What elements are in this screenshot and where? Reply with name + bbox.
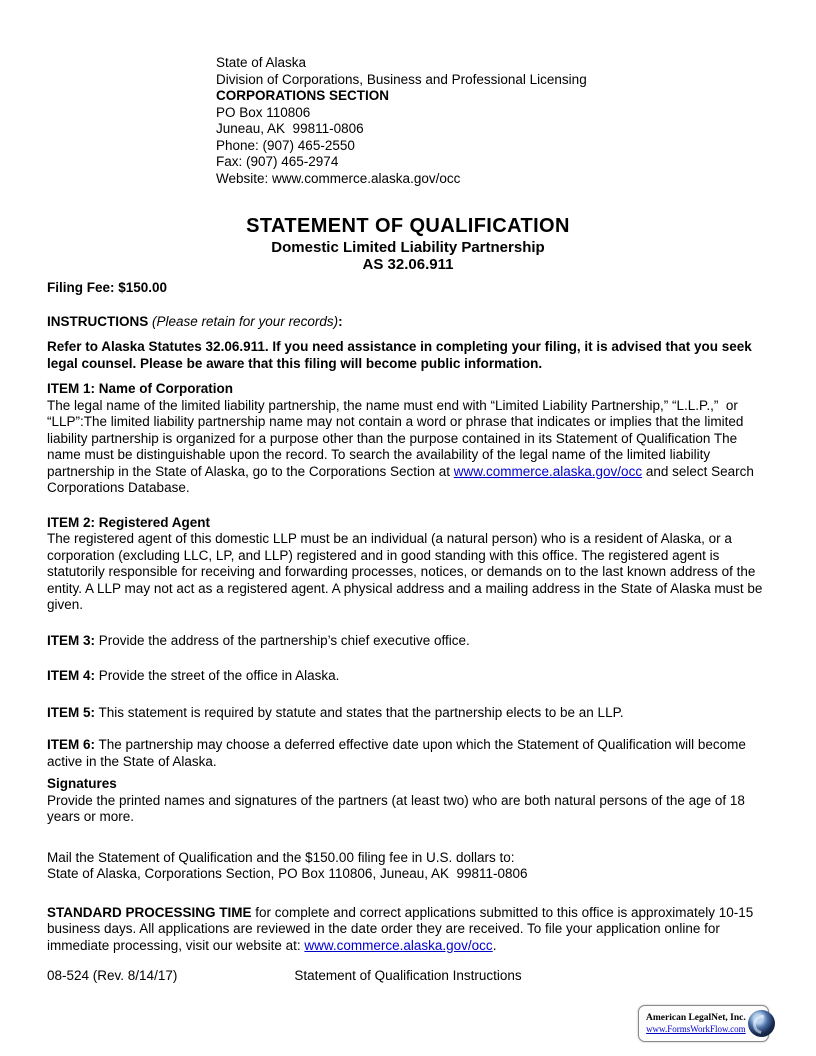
page-subtitle: Domestic Limited Liability Partnership bbox=[271, 239, 545, 256]
item-2-heading: ITEM 2: Registered Agent bbox=[47, 514, 211, 530]
item-3-label: ITEM 3: bbox=[47, 632, 96, 648]
item-5-body: This statement is required by statute and states that the partnership elects to be an LLP. bbox=[95, 704, 624, 720]
page-title: STATEMENT OF QUALIFICATION bbox=[246, 215, 570, 237]
item-6-body: The partnership may choose a deferred effective date upon which the Statement of Qualification will become active in the State of Alaska. bbox=[47, 737, 746, 769]
item-1-text: The legal name of the limited liability partnership, the name must end with “Limited Liability Partnership,” “L.L.P.,” or “LLP”:The limited liability partnership name may not contain a word or phrase that indicates or implies that the limited liability partnership is organized for a purpose other than the purpose contained in its Statement of Qualification The name must be distinguishable upon the record. To search the availability of the legal name of the limited liability partnership in the State of Alaska, go to the Corporations Section at bbox=[47, 397, 748, 479]
agency-line-pobox: PO Box 110806 bbox=[216, 104, 311, 120]
processing-text-after: . bbox=[492, 937, 497, 953]
item-5-label: ITEM 5: bbox=[47, 704, 96, 720]
mailing-line-2: State of Alaska, Corporations Section, PO Box 110806, Juneau, AK 99811-0806 bbox=[47, 866, 528, 881]
statute-advisory: Refer to Alaska Statutes 32.06.911. If you need assistance in completing your filing, it is advised that you seek legal counsel. Please be aware that this filing will become public information. bbox=[47, 339, 752, 371]
legalnet-badge bbox=[638, 1005, 769, 1042]
processing-time bbox=[47, 905, 769, 955]
instructions-body bbox=[47, 280, 769, 954]
item-3 bbox=[47, 633, 769, 650]
mailing-line-1: Mail the Statement of Qualification and the $150.00 filing fee in U.S. dollars to: bbox=[47, 849, 515, 865]
formsworkflow-link[interactable]: www.FormsWorkFlow.com bbox=[646, 1023, 746, 1034]
agency-line-division: Division of Corporations, Business and Professional Licensing bbox=[216, 71, 587, 87]
mailing-section bbox=[47, 850, 769, 883]
form-number: 08-524 (Rev. 8/14/17) bbox=[47, 968, 178, 983]
item-2-body: The registered agent of this domestic LLP must be an individual (a natural person) who is a resident of Alaska, or a corporation (excluding LLC, LP, and LLP) registered and in good standing with this office. The registered agent is statutorily responsible for receiving and forwarding processes, notices, or demands on to the last known address of the entity. A LLP may not act as a registered agent. A physical address and a mailing address in the State of Alaska must be given. bbox=[47, 531, 763, 612]
item-1-text-after: and select Search Corporations Database. bbox=[47, 463, 758, 495]
signatures-section bbox=[47, 776, 769, 826]
item-1-section bbox=[47, 381, 769, 497]
processing-occ-link[interactable]: www.commerce.alaska.gov/occ bbox=[304, 937, 493, 953]
instructions-colon: : bbox=[338, 313, 343, 329]
agency-line-section: CORPORATIONS SECTION bbox=[216, 88, 390, 103]
legalnet-company-name: American LegalNet, Inc. bbox=[646, 1012, 746, 1023]
agency-header bbox=[216, 55, 587, 187]
page-footer bbox=[47, 968, 769, 985]
instructions-label: INSTRUCTIONS bbox=[47, 313, 149, 329]
signatures-heading: Signatures bbox=[47, 776, 117, 791]
legalnet-badge-text bbox=[646, 1013, 746, 1035]
agency-line-phone: Phone: (907) 465-2550 bbox=[216, 137, 355, 153]
statute-reference: AS 32.06.911 bbox=[362, 255, 454, 273]
item-1-heading: ITEM 1: Name of Corporation bbox=[47, 381, 234, 396]
instructions-heading bbox=[47, 314, 769, 331]
item-4 bbox=[47, 668, 769, 685]
agency-line-website: Website: www.commerce.alaska.gov/occ bbox=[216, 170, 461, 186]
item-4-label: ITEM 4: bbox=[47, 668, 96, 683]
title-block bbox=[0, 214, 816, 273]
agency-line-fax: Fax: (907) 465-2974 bbox=[216, 154, 339, 169]
footer-doc-title: Statement of Qualification Instructions bbox=[294, 968, 522, 983]
item-6-label: ITEM 6: bbox=[47, 737, 96, 752]
agency-line-city: Juneau, AK 99811-0806 bbox=[216, 121, 364, 136]
item-2-section bbox=[47, 515, 769, 614]
item-6 bbox=[47, 737, 769, 770]
processing-label: STANDARD PROCESSING TIME bbox=[47, 904, 252, 920]
item-1-occ-link[interactable]: www.commerce.alaska.gov/occ bbox=[453, 463, 643, 479]
item-4-body: Provide the street of the office in Alaska. bbox=[95, 668, 340, 683]
filing-fee: Filing Fee: $150.00 bbox=[47, 280, 168, 295]
agency-line-state: State of Alaska bbox=[216, 55, 307, 70]
item-1-body bbox=[47, 398, 769, 497]
instructions-note: (Please retain for your records) bbox=[148, 313, 339, 329]
item-5 bbox=[47, 705, 769, 722]
item-3-body: Provide the address of the partnership’s chief executive office. bbox=[95, 632, 470, 648]
globe-icon bbox=[748, 1010, 775, 1037]
processing-text: for complete and correct applications submitted to this office is approximately 10-15 business days. All applications are reviewed in the date order they are received. To file your application online for immediate processing, visit our website at: bbox=[47, 904, 754, 953]
signatures-body: Provide the printed names and signatures of the partners (at least two) who are both natural persons of the age of 18 years or more. bbox=[47, 792, 745, 824]
